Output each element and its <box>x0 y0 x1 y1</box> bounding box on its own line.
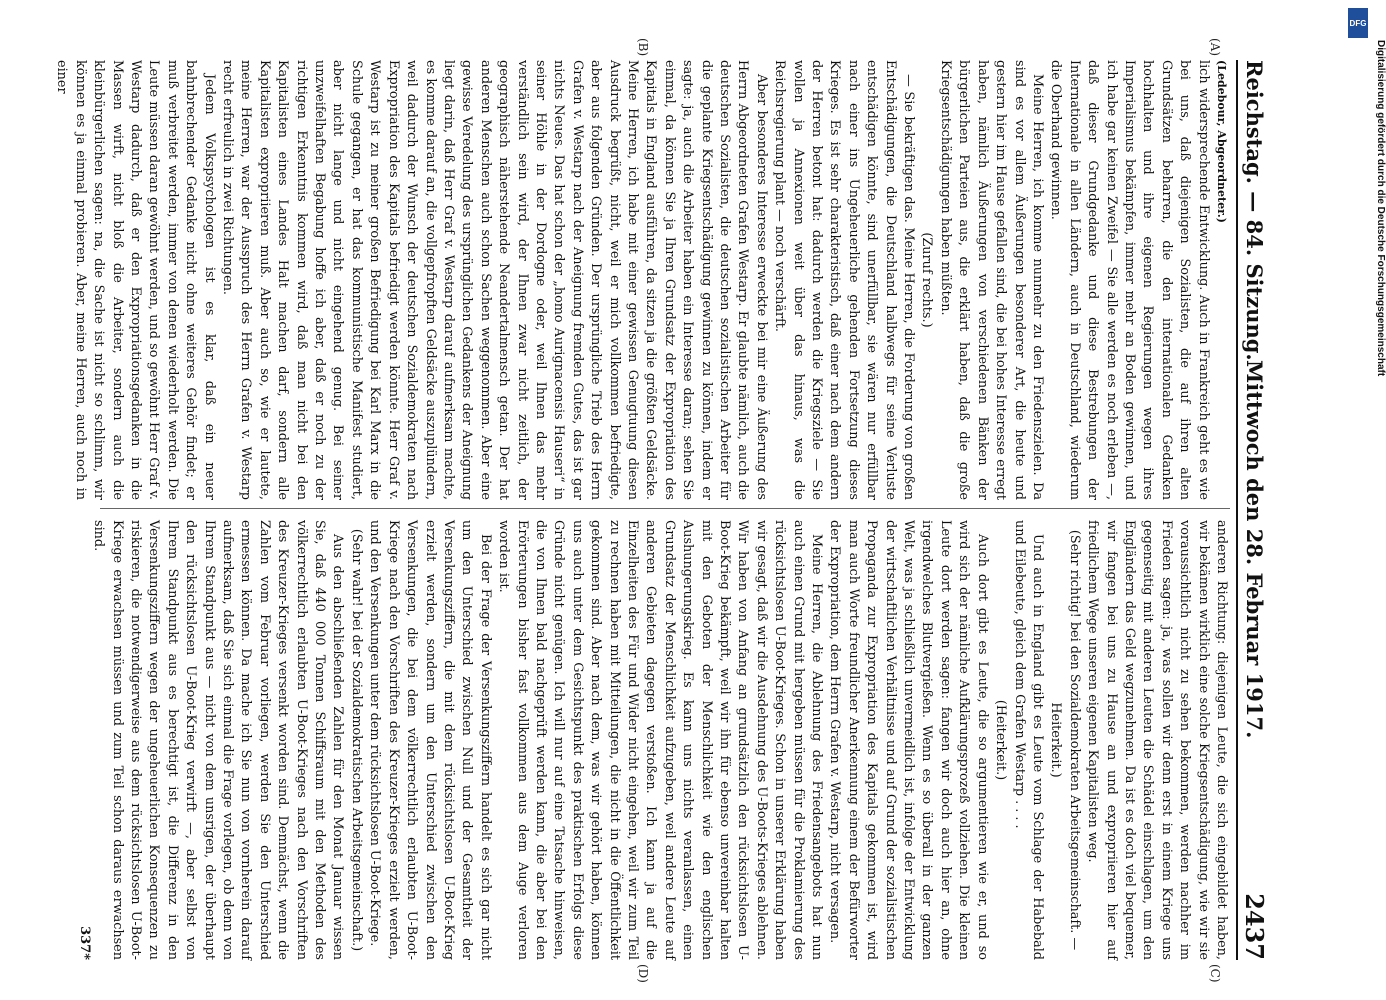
paragraph: Und auch in England gibt es Leute vom Schlage der Habebald und Eilebeute, gleich dem Grafen Westarp . . . . <box>1011 520 1045 960</box>
left-column <box>52 60 1230 500</box>
interjection: (Zuruf rechts.) <box>919 232 935 328</box>
speaker-label: (Ledebour, Abgeordneter.) <box>1215 60 1228 223</box>
paragraph: Bei der Frage der Versenkungsziffern handelt es sich gar nicht um den Unterschied zwischen Null und der Gesamtheit der Versenkungsziffern, die mit dem rücksichtslosen U-Boot-Krieg erzielt werden, sondern um den Unterschied zwischen den Versenkungen, die bei dem völkerrechtlich erlaubten U-Boot-Kriege nach den Vorschriften des Kreuzer-Krieges erzielt werden, und den Versenkungen unter dem rücksichtslosen U-Boot-Kriege. <box>367 520 493 960</box>
page-header <box>1236 60 1272 960</box>
column-divider <box>100 508 1230 509</box>
margin-mark-a: (A) <box>1208 38 1222 57</box>
paragraph: lich widersprechende Entwicklung. Auch in Frankreich geht es wie bei uns, daß diejenigen Sozialisten, die auf ihren alten Grundsätzen beharren, die den internationalen Gedanken hochhalten und ihre eigenen Regierungen wegen ihres Imperialismus bekämpfen, immer mehr an Boden gewinnen, und ich habe gar keinen Zweifel — Sie alle werden es noch erleben —, daß dieser Grundgedanke und diese Bestrebungen der Internationale in allen Ländern, auch in Deutschland, wiederum die Oberhand gewinnen. <box>1048 60 1211 500</box>
page-footer-mark: 337* <box>77 926 92 960</box>
header-left: Reichstag. — 84. Sitzung. <box>1242 60 1267 361</box>
right-column <box>89 520 1230 960</box>
header-date: Mittwoch den 28. Februar 1917. <box>1242 360 1267 739</box>
interjection: (Heiterkeit.) <box>993 699 1009 781</box>
margin-mark-b: (B) <box>636 38 650 57</box>
paragraph: Aus den abschließenden Zahlen für den Monat Januar wissen Sie, daß 440 000 Tonnen Schiffsraum mit den Methoden des völkerrechtlich erlaubten U-Boot-Krieges nach den Vorschriften des Kreuzer-Krieges versenkt worden sind. Demnächst, wenn die Zahlen vom Februar vorliegen, werden Sie den Unterschied ermessen können. Da mache ich Sie nun von vornherein darauf aufmerksam, daß Sie sich einmal die Frage vorlegen, ob denn von Ihrem Standpunkt aus — nicht von dem unsrigen, der überhaupt den rücksichtslosen U-Boot-Krieg verwirft —, aber selbst von Ihrem Standpunkt aus es berechtigt ist, die Differenz in den Versenkungsziffern wegen der ungeheuerlichen Konsequenzen zu riskieren, die notwendigerweise aus dem rücksichtslosen U-Boot-Kriege erwachsen müssen und zum Teil schon daraus erwachsen sind. <box>91 520 346 960</box>
interjection: (Sehr wahr! bei der Sozialdemokratischen Arbeitsgemeinschaft.) <box>348 528 364 952</box>
interjection: (Sehr richtig! bei den Sozialdemokraten Arbeitsgemeinschaft. — Heiterkeit.) <box>1048 529 1082 951</box>
paragraph: Auch dort gibt es Leute, die so argumentieren wie er, und so wird sich der nämliche Aufklärungsprozeß vollziehen. Die kleinen Leute dort werden sagen: fangen wir doch auch hier an, ohne irgendwelches Blutvergießen. Wenn es so überall in der ganzen Welt, was ja schließlich unvermeidlich ist, infolge der Entwicklung der wirtschaftlichen Verhältnisse und auf Grund der sozialistischen Propaganda zur Expropriation des Kapitals gekommen ist, wird man auch Worte freundlicher Anerkennung einem der Befürworter der Expropriation, dem Herrn Grafen v. Westarp, nicht versagen. <box>827 520 990 960</box>
paragraph: anderen Richtung: diejenigen Leute, die sich eingebildet haben, wir bekämen wirklich eine solche Kriegsentschädigung, wie wir sie voraussichtlich nicht zu sehen bekommen, werden nachher im Frieden sagen: ja, was sollen wir denn erst in einem Kriege uns gegenseitig mit anderen Leuten die Schädel einschlagen, um den Engländern das Geld wegzunehmen. Da ist es doch viel bequemer, wir fangen bei uns zu Hause an und expropriieren hier auf friedlichem Wege unseren eigenen Kapitalisten weg. <box>1085 520 1229 960</box>
margin-mark-c: (C) <box>1208 964 1222 983</box>
digitization-credit: Digitalisierung gefördert durch die Deutsche Forschungsgemeinschaft <box>1375 40 1386 377</box>
paragraph: Meine Herren, die Ablehnung des Friedensangebots hat nun auch einen Grund mit hergeben müssen für die Proklamierung des rücksichtslosen U-Boot-Krieges. Schon in unserer Erklärung haben wir gesagt, daß wir die Ausdehnung des U-Boots-Krieges ablehnen. Wir haben von Anfang an grundsätzlich den rücksichtslosen U-Boot-Krieg bekämpft, weil wir ihn für ebenso unvereinbar halten mit den Geboten der Menschlichkeit wie den englischen Aushungerungskrieg. Es kann uns nichts veranlassen, einen Grundsatz der Menschlichkeit aufzugeben, weil andere Leute auf anderen Gebieten dagegen verstoßen. Ich kann ja auf die Einzelheiten des Für und Wider nicht eingehen, weil wir zum Teil zu rechnen haben mit Mitteilungen, die nicht in die Öffentlichkeit gekommen sind. Aber nach dem, was wir gehört haben, können uns auch unter dem Gesichtspunkt des praktischen Erfolgs diese Gründe nicht genügen. Ich will nur auf eine Tatsache hinweisen, die von Ihnen bald nachgeprüft werden kann, die aber bei den Erörterungen bisher fast vollkommen aus dem Auge verloren worden ist. <box>496 520 825 960</box>
margin-mark-d: (D) <box>636 964 650 983</box>
paragraph: Jedem Volkspsychologen ist es klar, daß ein neuer bahnbrechender Gedanke nicht ohne weiteres Gehör findet; er muß verbreitet werden, immer von denen wiederholt werden. Die Leute müssen daran gewöhnt werden, und so gewöhnt Herr Graf v. Westarp dadurch, daß er den Expropriationsgedanken in die Massen wirft, nicht bloß die Arbeiter, sondern auch die kleinbürgerlichen sagen: na, die Sache ist nicht so schlimm, wir können es ja einmal probieren. Aber, meine Herren, auch noch in einer <box>54 60 217 500</box>
paragraph: Meine Herren, ich komme nunmehr zu den Friedenszielen. Da sind es vor allem Äußerungen besonderer Art, die heute und gestern hier im Hause gefallen sind, die bei hohes Interesse erregt haben, nämlich Äußerungen von verschiedenen Bänken der bürgerlichen Parteien aus, die erklärt haben, daß die große Kriegsentschädigungen haben müßten. <box>937 60 1045 500</box>
dfg-logo: DFG <box>1348 8 1368 38</box>
paragraph: Aber besonderes Interesse erweckte bei mir eine Äußerung des Herrn Abgeordneten Grafen Westarp. Er glaubte nämlich, auch die deutschen Sozialisten, die deutschen sozialistischen Arbeiter für die geplante Kriegsentschädigung gewinnen zu können, indem er sagte: ja, auch die Arbeiter haben ein Interesse daran; sehen Sie einmal, da können Sie ja Ihren Grundsatz der Expropriation des Kapitals in England ausführen, da sitzen ja die größten Geldsäcke. Meine Herren, ich habe mit einer gewissen Genugtuung diesen Ausdruck begrüßt, nicht, weil er mich vollkommen befriedigte, aber aus folgenden Gründen. Der ursprüngliche Trieb des Herrn Grafen v. Westarp nach der Aneignung fremden Gutes, das ist gar nichts Neues. Das hat schon der „homo Aurignacensis Hauseri“ in seiner Höhle in der Dordogne oder, weil Ihnen das mehr verständlich sein wird, der Ihnen zwar nicht zeitlich, der geographisch näherstehende Neandertalmensch getan. Der hat anderen Menschen auch schon Sachen weggenommen. Aber eine gewisse Veredelung des ursprünglichen Gedankens der Aneignung liegt darin, daß Herr Graf v. Westarp darauf aufmerksam machte, es komme darauf an, die vollgepfropften Geldsäcke auszuplündern, weil dadurch der Wunsch der deutschen Sozialdemokraten nach Expropriation des Kapitals befriedigt werden könnte. Herr Graf v. Westarp ist zu meiner großen Befriedigung bei Karl Marx in die Schule gegangen, er hat das kommunistische Manifest studiert, aber nicht lange und nicht eingehend genug. Bei seiner unzweifelhaften Begabung hoffe ich aber, daß er noch zu der richtigen Erkenntnis kommen wird, daß man nicht bei den Kapitalisten eines Landes Halt machen darf, sondern alle Kapitalisten expropriieren muß. Aber auch so, wie er lautete, meine Herren, war der Ausspruch des Herrn Grafen v. Westarp recht erfreulich in zwei Richtungen. <box>220 60 769 500</box>
paragraph: — Sie bekräftigen das. Meine Herren, die Forderung von großen Entschädigungen, die Deutschland halbwegs für seine Verluste entschädigen könnte, sind unerfüllbar, sie wären nur erfüllbar nach einer ins Ungeheuerliche gehenden Fortsetzung dieses Krieges. Es ist sehr charakteristisch, daß einer nach dem andern der Herren betont hat: dadurch werden die Kriegsziele — Sie wollen ja Annexionen weit über das hinaus, was die Reichsregierung plant — noch verschärft. <box>772 60 917 500</box>
page-number: 2437 <box>1240 893 1269 960</box>
